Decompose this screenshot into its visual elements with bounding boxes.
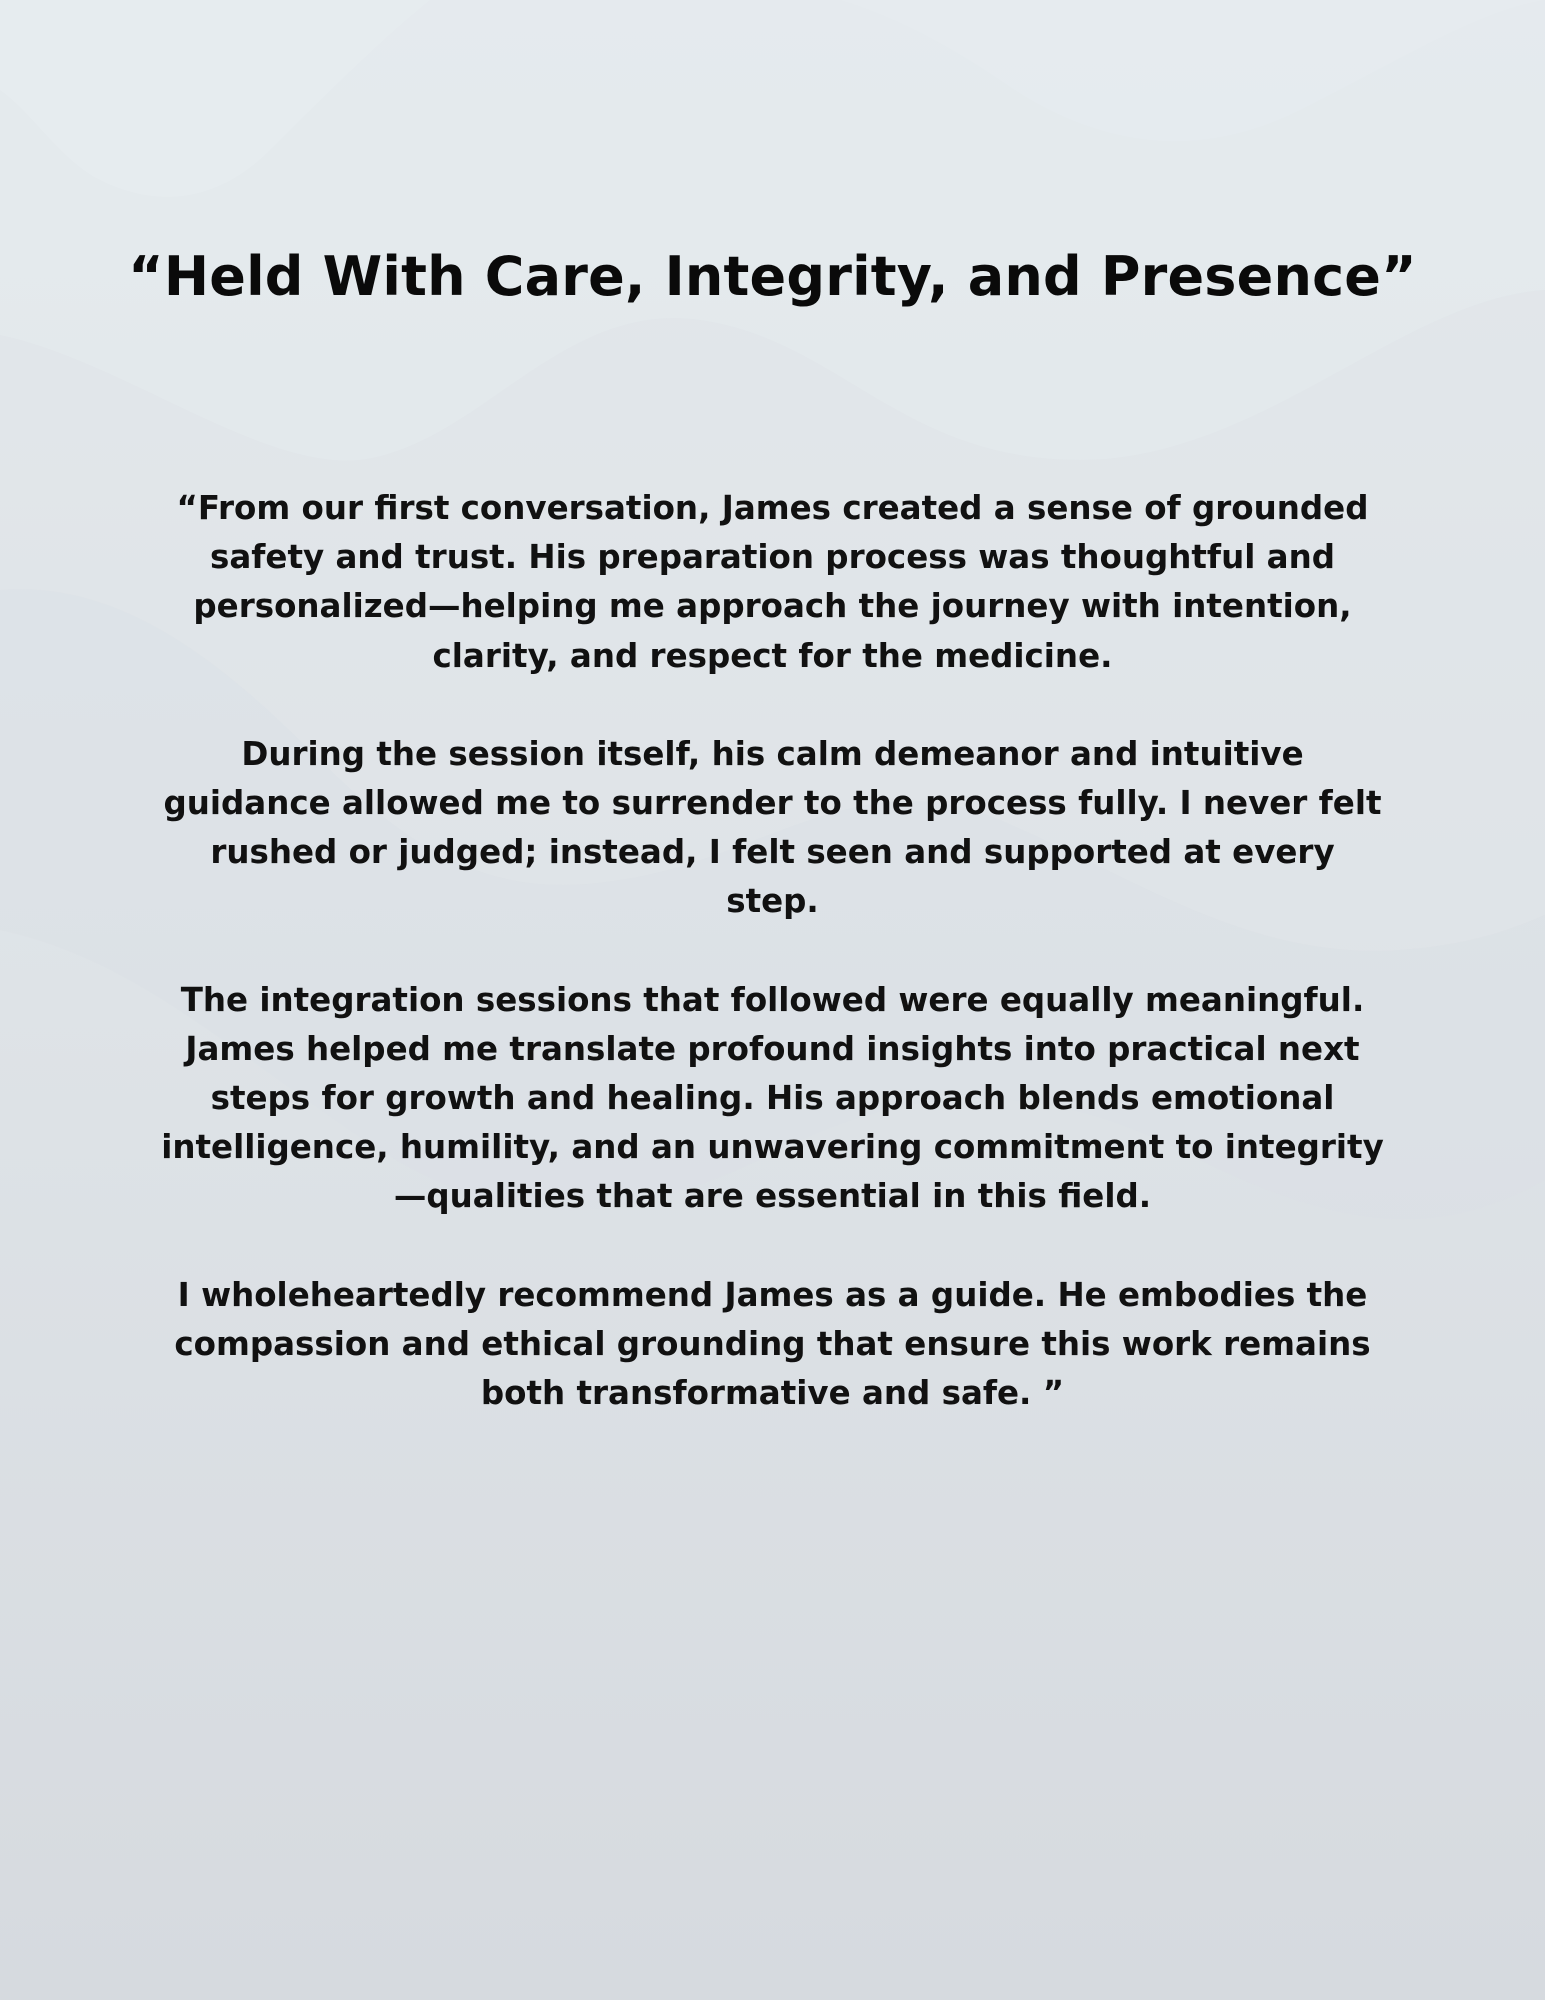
testimonial-paragraph: “From our first conversation, James created a sense of grounded safety and trust. His preparation process was thoughtful and personalized—helping me approach the journey with intention, clarity, and respect for the medicine. — [176, 489, 1369, 675]
testimonial-paragraph: The integration sessions that followed were equally meaningful. James helped me translate profound insights into practical next steps for growth and healing. His approach blends emotional intelligence, humility, and an unwavering commitment to integrity—qualities that are essential in this field. — [161, 980, 1384, 1216]
testimonial-body — [160, 484, 1385, 1467]
testimonial-paragraph: During the session itself, his calm demeanor and intuitive guidance allowed me to surrender to the process fully. I never felt rushed or judged; instead, I felt seen and supported at every step. — [163, 734, 1382, 921]
testimonial-title: “Held With Care, Integrity, and Presence” — [128, 245, 1417, 308]
testimonial-paragraph: I wholeheartedly recommend James as a guide. He embodies the compassion and ethical grounding that ensure this work remains both transformative and safe. ” — [174, 1275, 1371, 1413]
